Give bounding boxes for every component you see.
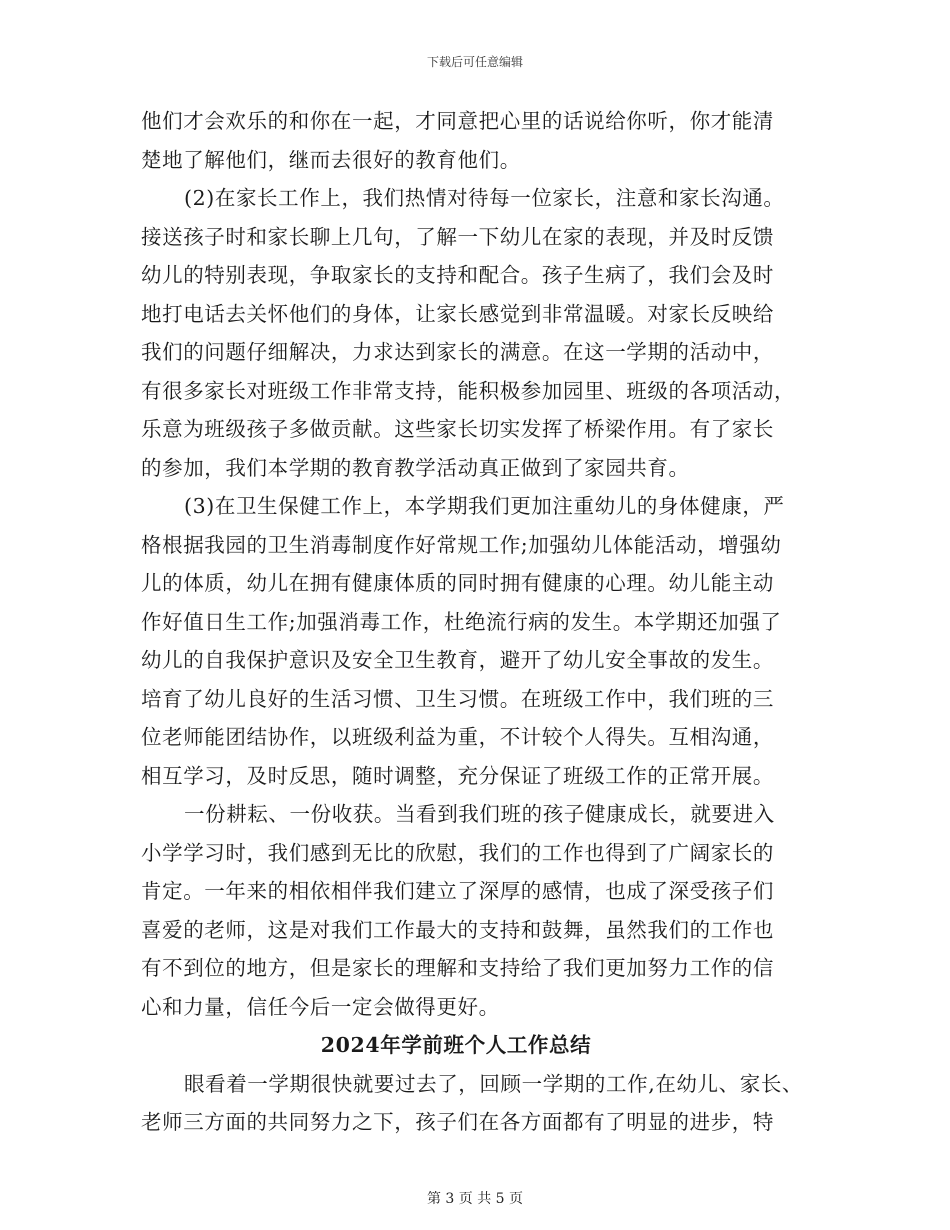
section-title: 2024年学前班个人工作总结 (320, 1033, 592, 1057)
text-line: 接送孩子时和家长聊上几句，了解一下幼儿在家的表现，并及时反馈 (141, 224, 774, 249)
text-line: 小学学习时，我们感到无比的欣慰，我们的工作也得到了广阔家长的 (141, 840, 774, 865)
page-header: 下载后可任意编辑 (426, 55, 523, 69)
text-line: 有很多家长对班级工作非常支持，能积极参加园里、班级的各项活动， (141, 378, 796, 403)
text-line: 儿的体质，幼儿在拥有健康体质的同时拥有健康的心理。幼儿能主动 (141, 571, 774, 595)
paragraph-start: (3)在卫生保健工作上，本学期我们更加注重幼儿的身体健康，严 (184, 494, 785, 518)
text-line: 乐意为班级孩子多做贡献。这些家长切实发挥了桥梁作用。有了家长 (141, 417, 774, 441)
text-line: 老师三方面的共同努力之下，孩子们在各方面都有了明显的进步，特 (141, 1110, 774, 1134)
text-line: 楚地了解他们，继而去很好的教育他们。 (141, 147, 521, 172)
text-line: 格根据我园的卫生消毒制度作好常规工作;加强幼儿体能活动，增强幼 (141, 532, 782, 557)
page-number: 第 3 页 共 5 页 (426, 1191, 524, 1207)
text-line: 肯定。一年来的相依相伴我们建立了深厚的感情，也成了深受孩子们 (141, 879, 774, 903)
text-line: 心和力量，信任今后一定会做得更好。 (141, 994, 500, 1019)
text-line: 有不到位的地方，但是家长的理解和支持给了我们更加努力工作的信 (141, 956, 774, 980)
text-line: 作好值日生工作;加强消毒工作，杜绝流行病的发生。本学期还加强了 (141, 609, 782, 634)
paragraph-start: (2)在家长工作上，我们热情对待每一位家长，注意和家长沟通。 (184, 186, 785, 210)
document-body (141, 102, 811, 1142)
text-line: 位老师能团结协作，以班级利益为重，不计较个人得失。互相沟通， (141, 725, 774, 749)
text-line: 的参加，我们本学期的教育教学活动真正做到了家园共育。 (141, 455, 690, 480)
text-line: 幼儿的特别表现，争取家长的支持和配合。孩子生病了，我们会及时 (141, 263, 774, 287)
text-line: 幼儿的自我保护意识及安全卫生教育，避开了幼儿安全事故的发生。 (141, 648, 774, 672)
paragraph-start: 眼看着一学期很快就要过去了，回顾一学期的工作,在幼儿、家长、 (184, 1071, 804, 1096)
paragraph-start: 一份耕耘、一份收获。当看到我们班的孩子健康成长，就要进入 (184, 802, 775, 826)
text-line: 培育了幼儿良好的生活习惯、卫生习惯。在班级工作中，我们班的三 (141, 686, 774, 711)
text-line: 喜爱的老师，这是对我们工作最大的支持和鼓舞，虽然我们的工作也 (141, 917, 774, 942)
text-line: 地打电话去关怀他们的身体，让家长感觉到非常温暖。对家长反映给 (141, 301, 774, 326)
text-line: 相互学习，及时反思，随时调整，充分保证了班级工作的正常开展。 (141, 763, 774, 788)
text-line: 我们的问题仔细解决，力求达到家长的满意。在这一学期的活动中， (141, 340, 774, 364)
text-line: 他们才会欢乐的和你在一起，才同意把心里的话说给你听，你才能清 (141, 109, 774, 133)
